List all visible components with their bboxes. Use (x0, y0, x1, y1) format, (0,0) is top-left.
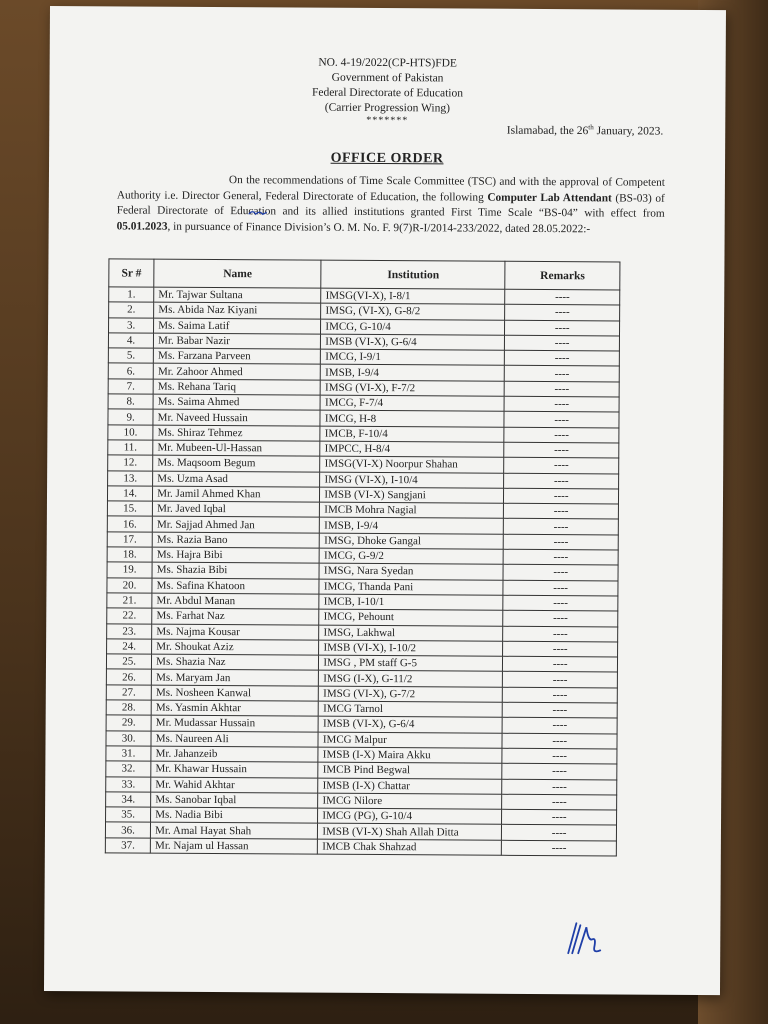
cell-sr: 16. (107, 516, 152, 532)
cell-institution: IMCB, I-10/1 (319, 594, 503, 610)
cell-remarks: ---- (504, 396, 619, 412)
cell-name: Mr. Abdul Manan (152, 593, 319, 609)
cell-remarks: ---- (504, 473, 619, 489)
cell-remarks: ---- (504, 534, 619, 550)
cell-name: Mr. Mudassar Hussain (151, 715, 318, 731)
cell-remarks: ---- (505, 320, 620, 336)
cell-institution: IMSG(VI-X), I-8/1 (321, 288, 505, 304)
table-body (105, 287, 619, 856)
cell-name: Mr. Sajjad Ahmed Jan (152, 517, 319, 533)
header-sr: Sr # (109, 259, 154, 287)
cell-institution: IMSG(VI-X) Noorpur Shahan (320, 456, 504, 472)
cell-remarks: ---- (503, 580, 618, 596)
cell-sr: 30. (106, 730, 151, 746)
cell-remarks: ---- (505, 289, 620, 305)
cell-remarks: ---- (504, 458, 619, 474)
cell-sr: 9. (108, 409, 153, 425)
cell-remarks: ---- (504, 412, 619, 428)
cell-sr: 25. (106, 654, 151, 670)
cell-sr: 5. (108, 348, 153, 364)
cell-sr: 13. (108, 470, 153, 486)
cell-sr: 29. (106, 715, 151, 731)
cell-name: Mr. Wahid Akhtar (151, 777, 318, 793)
cell-name: Ms. Farzana Parveen (154, 348, 321, 364)
paragraph-indent (117, 182, 229, 183)
reference-number: NO. 4-19/2022(CP-HTS)FDE (318, 56, 458, 70)
cell-name: Ms. Shazia Bibi (152, 562, 319, 578)
cell-institution: IMCG, G-10/4 (321, 319, 505, 335)
cell-institution: IMSG (VI-X), F-7/2 (321, 380, 505, 396)
cell-institution: IMCG Nilore (318, 793, 502, 809)
cell-sr: 2. (109, 302, 154, 318)
cell-institution: IMCB, F-10/4 (320, 426, 504, 442)
cell-institution: IMCB Mohra Nagial (320, 502, 504, 518)
cell-institution: IMCB Pind Begwal (318, 762, 502, 778)
cell-institution: IMSB (VI-X) Sangjani (320, 487, 504, 503)
cell-sr: 22. (107, 608, 152, 624)
cell-remarks: ---- (502, 779, 617, 795)
cell-sr: 34. (106, 792, 151, 808)
table-row (105, 838, 616, 856)
cell-sr: 18. (107, 547, 152, 563)
cell-sr: 15. (107, 501, 152, 517)
date-suffix: th (588, 123, 594, 132)
cell-remarks: ---- (503, 672, 618, 688)
cell-name: Ms. Rehana Tariq (153, 379, 320, 395)
cell-name: Ms. Saima Ahmed (153, 394, 320, 410)
cell-name: Ms. Maqsoom Begum (153, 455, 320, 471)
cell-remarks: ---- (505, 350, 620, 366)
cell-sr: 19. (107, 562, 152, 578)
cell-sr: 20. (107, 577, 152, 593)
cell-institution: IMSG , PM staff G-5 (319, 655, 503, 671)
cell-sr: 21. (107, 593, 152, 609)
cell-institution: IMCG, F-7/4 (320, 395, 504, 411)
cell-name: Mr. Jamil Ahmed Khan (153, 486, 320, 502)
cell-institution: IMSG, Nara Syedan (319, 564, 503, 580)
order-paragraph (117, 172, 665, 237)
cell-name: Ms. Safina Khatoon (152, 578, 319, 594)
cell-name: Mr. Shoukat Aziz (152, 639, 319, 655)
cell-remarks: ---- (502, 825, 617, 841)
directorate-line: Federal Directorate of Education (311, 86, 464, 100)
cell-sr: 27. (106, 685, 151, 701)
cell-sr: 12. (108, 455, 153, 471)
cell-institution: IMSG (VI-X), I-10/4 (320, 472, 504, 488)
cell-remarks: ---- (503, 611, 618, 627)
cell-institution: IMCG, G-9/2 (319, 548, 503, 564)
cell-sr: 24. (107, 639, 152, 655)
cell-remarks: ---- (503, 565, 618, 581)
paragraph-part-1: On the recommendations of Time Scale Committee (TSC) and with the approval of Competent Authority i.e. Director General, Federal Directorate of Education, the following (116, 174, 665, 204)
cell-institution: IMSG, Dhoke Gangal (320, 533, 504, 549)
cell-sr: 28. (106, 700, 151, 716)
cell-institution: IMSG, (VI-X), G-8/2 (321, 303, 505, 319)
cell-sr: 8. (108, 394, 153, 410)
cell-remarks: ---- (504, 381, 619, 397)
cell-remarks: ---- (503, 549, 618, 565)
cell-institution: IMCG Malpur (318, 732, 502, 748)
cell-remarks: ---- (504, 519, 619, 535)
cell-remarks: ---- (505, 305, 620, 321)
cell-name: Mr. Najam ul Hassan (151, 838, 318, 854)
cell-institution: IMSB (I-X) Maira Akku (318, 747, 502, 763)
cell-remarks: ---- (504, 427, 619, 443)
cell-name: Mr. Tajwar Sultana (154, 287, 321, 303)
cell-remarks: ---- (502, 809, 617, 825)
cell-institution: IMCG, Pehount (319, 609, 503, 625)
cell-name: Ms. Najma Kousar (152, 624, 319, 640)
government-line: Government of Pakistan (331, 71, 444, 85)
cell-name: Ms. Maryam Jan (152, 670, 319, 686)
cell-sr: 31. (106, 746, 151, 762)
cell-sr: 32. (106, 761, 151, 777)
document-header (49, 54, 725, 127)
cell-institution: IMCG, H-8 (320, 411, 504, 427)
cell-remarks: ---- (503, 626, 618, 642)
cell-name: Ms. Saima Latif (154, 318, 321, 334)
table-header-row (109, 259, 620, 290)
cell-sr: 10. (108, 425, 153, 441)
cell-remarks: ---- (504, 488, 619, 504)
cell-institution: IMCB Chak Shahzad (318, 839, 502, 855)
cell-sr: 17. (107, 532, 152, 548)
header-name: Name (154, 259, 321, 288)
cell-institution: IMSG (I-X), G-11/2 (319, 671, 503, 687)
cell-sr: 3. (109, 317, 154, 333)
cell-remarks: ---- (503, 702, 618, 718)
cell-institution: IMSG (VI-X), G-7/2 (319, 686, 503, 702)
cell-remarks: ---- (504, 503, 619, 519)
cell-institution: IMSB (VI-X), G-6/4 (318, 716, 502, 732)
cell-institution: IMCG Tarnol (319, 701, 503, 717)
header-remarks: Remarks (505, 261, 620, 290)
cell-sr: 35. (106, 807, 151, 823)
cell-name: Mr. Javed Iqbal (153, 501, 320, 517)
date-rest: January, 2023. (593, 125, 664, 138)
cell-sr: 36. (105, 822, 150, 838)
header-stars: ******* (366, 114, 409, 127)
signature (562, 917, 608, 959)
cell-name: Mr. Babar Nazir (154, 333, 321, 349)
cell-institution: IMPCC, H-8/4 (320, 441, 504, 457)
cell-remarks: ---- (503, 595, 618, 611)
cell-name: Mr. Zahoor Ahmed (153, 364, 320, 380)
cell-remarks: ---- (503, 687, 618, 703)
cell-remarks: ---- (502, 763, 617, 779)
cell-remarks: ---- (505, 366, 620, 382)
paragraph-designation: Computer Lab Attendant (487, 191, 612, 204)
date-place: Islamabad, the 26 (506, 124, 589, 138)
cell-sr: 14. (107, 486, 152, 502)
cell-sr: 6. (108, 363, 153, 379)
cell-institution: IMCG, I-9/1 (321, 349, 505, 365)
header-institution: Institution (321, 260, 505, 289)
cell-name: Ms. Shazia Naz (152, 654, 319, 670)
paragraph-effective-date: 05.01.2023 (116, 219, 168, 233)
cell-name: Ms. Naureen Ali (151, 731, 318, 747)
paragraph-part-2: (BS-03) of Federal Directorate of Education and its allied institutions granted First Time Scale “BS-04” with effect from (116, 191, 665, 220)
cell-remarks: ---- (502, 748, 617, 764)
cell-institution: IMSG, Lakhwal (319, 625, 503, 641)
cell-sr: 1. (109, 287, 154, 303)
cell-sr: 23. (107, 623, 152, 639)
cell-name: Mr. Jahanzeib (151, 746, 318, 762)
handwritten-insert-mark (247, 207, 269, 217)
cell-institution: IMCG, Thanda Pani (319, 579, 503, 595)
cell-institution: IMSB, I-9/4 (321, 365, 505, 381)
cell-remarks: ---- (502, 794, 617, 810)
cell-sr: 37. (105, 838, 150, 854)
office-order-document (44, 6, 726, 995)
cell-remarks: ---- (502, 733, 617, 749)
cell-sr: 33. (106, 776, 151, 792)
date-line (507, 123, 664, 138)
cell-name: Ms. Hajra Bibi (152, 547, 319, 563)
cell-name: Ms. Yasmin Akhtar (151, 700, 318, 716)
cell-name: Mr. Khawar Hussain (151, 761, 318, 777)
cell-name: Mr. Amal Hayat Shah (151, 823, 318, 839)
wing-line: (Carrier Progression Wing) (324, 101, 450, 115)
employee-table (105, 258, 621, 856)
document-title: OFFICE ORDER (330, 150, 444, 167)
cell-name: Mr. Mubeen-Ul-Hassan (153, 440, 320, 456)
cell-name: Ms. Abida Naz Kiyani (154, 302, 321, 318)
cell-institution: IMSB (VI-X), G-6/4 (321, 334, 505, 350)
cell-remarks: ---- (505, 335, 620, 351)
cell-name: Ms. Shiraz Tehmez (153, 425, 320, 441)
cell-name: Ms. Farhat Naz (152, 608, 319, 624)
cell-institution: IMSB (I-X) Chattar (318, 778, 502, 794)
cell-name: Ms. Nadia Bibi (151, 807, 318, 823)
cell-remarks: ---- (503, 641, 618, 657)
cell-institution: IMSB, I-9/4 (320, 518, 504, 534)
cell-name: Mr. Naveed Hussain (153, 410, 320, 426)
cell-name: Ms. Razia Bano (152, 532, 319, 548)
cell-name: Ms. Uzma Asad (153, 471, 320, 487)
cell-sr: 26. (106, 669, 151, 685)
cell-institution: IMCG (PG), G-10/4 (318, 808, 502, 824)
cell-remarks: ---- (504, 442, 619, 458)
cell-remarks: ---- (503, 656, 618, 672)
cell-name: Ms. Sanobar Iqbal (151, 792, 318, 808)
cell-remarks: ---- (502, 718, 617, 734)
cell-name: Ms. Nosheen Kanwal (151, 685, 318, 701)
cell-remarks: ---- (502, 840, 617, 856)
cell-sr: 11. (108, 440, 153, 456)
paragraph-part-3: , in pursuance of Finance Division’s O. M. No. F. 9(7)R-I/2014-233/2022, dated 28.05.2022:- (167, 220, 591, 235)
cell-institution: IMSB (VI-X), I-10/2 (319, 640, 503, 656)
cell-institution: IMSB (VI-X) Shah Allah Ditta (318, 824, 502, 840)
cell-sr: 7. (108, 379, 153, 395)
cell-sr: 4. (108, 333, 153, 349)
